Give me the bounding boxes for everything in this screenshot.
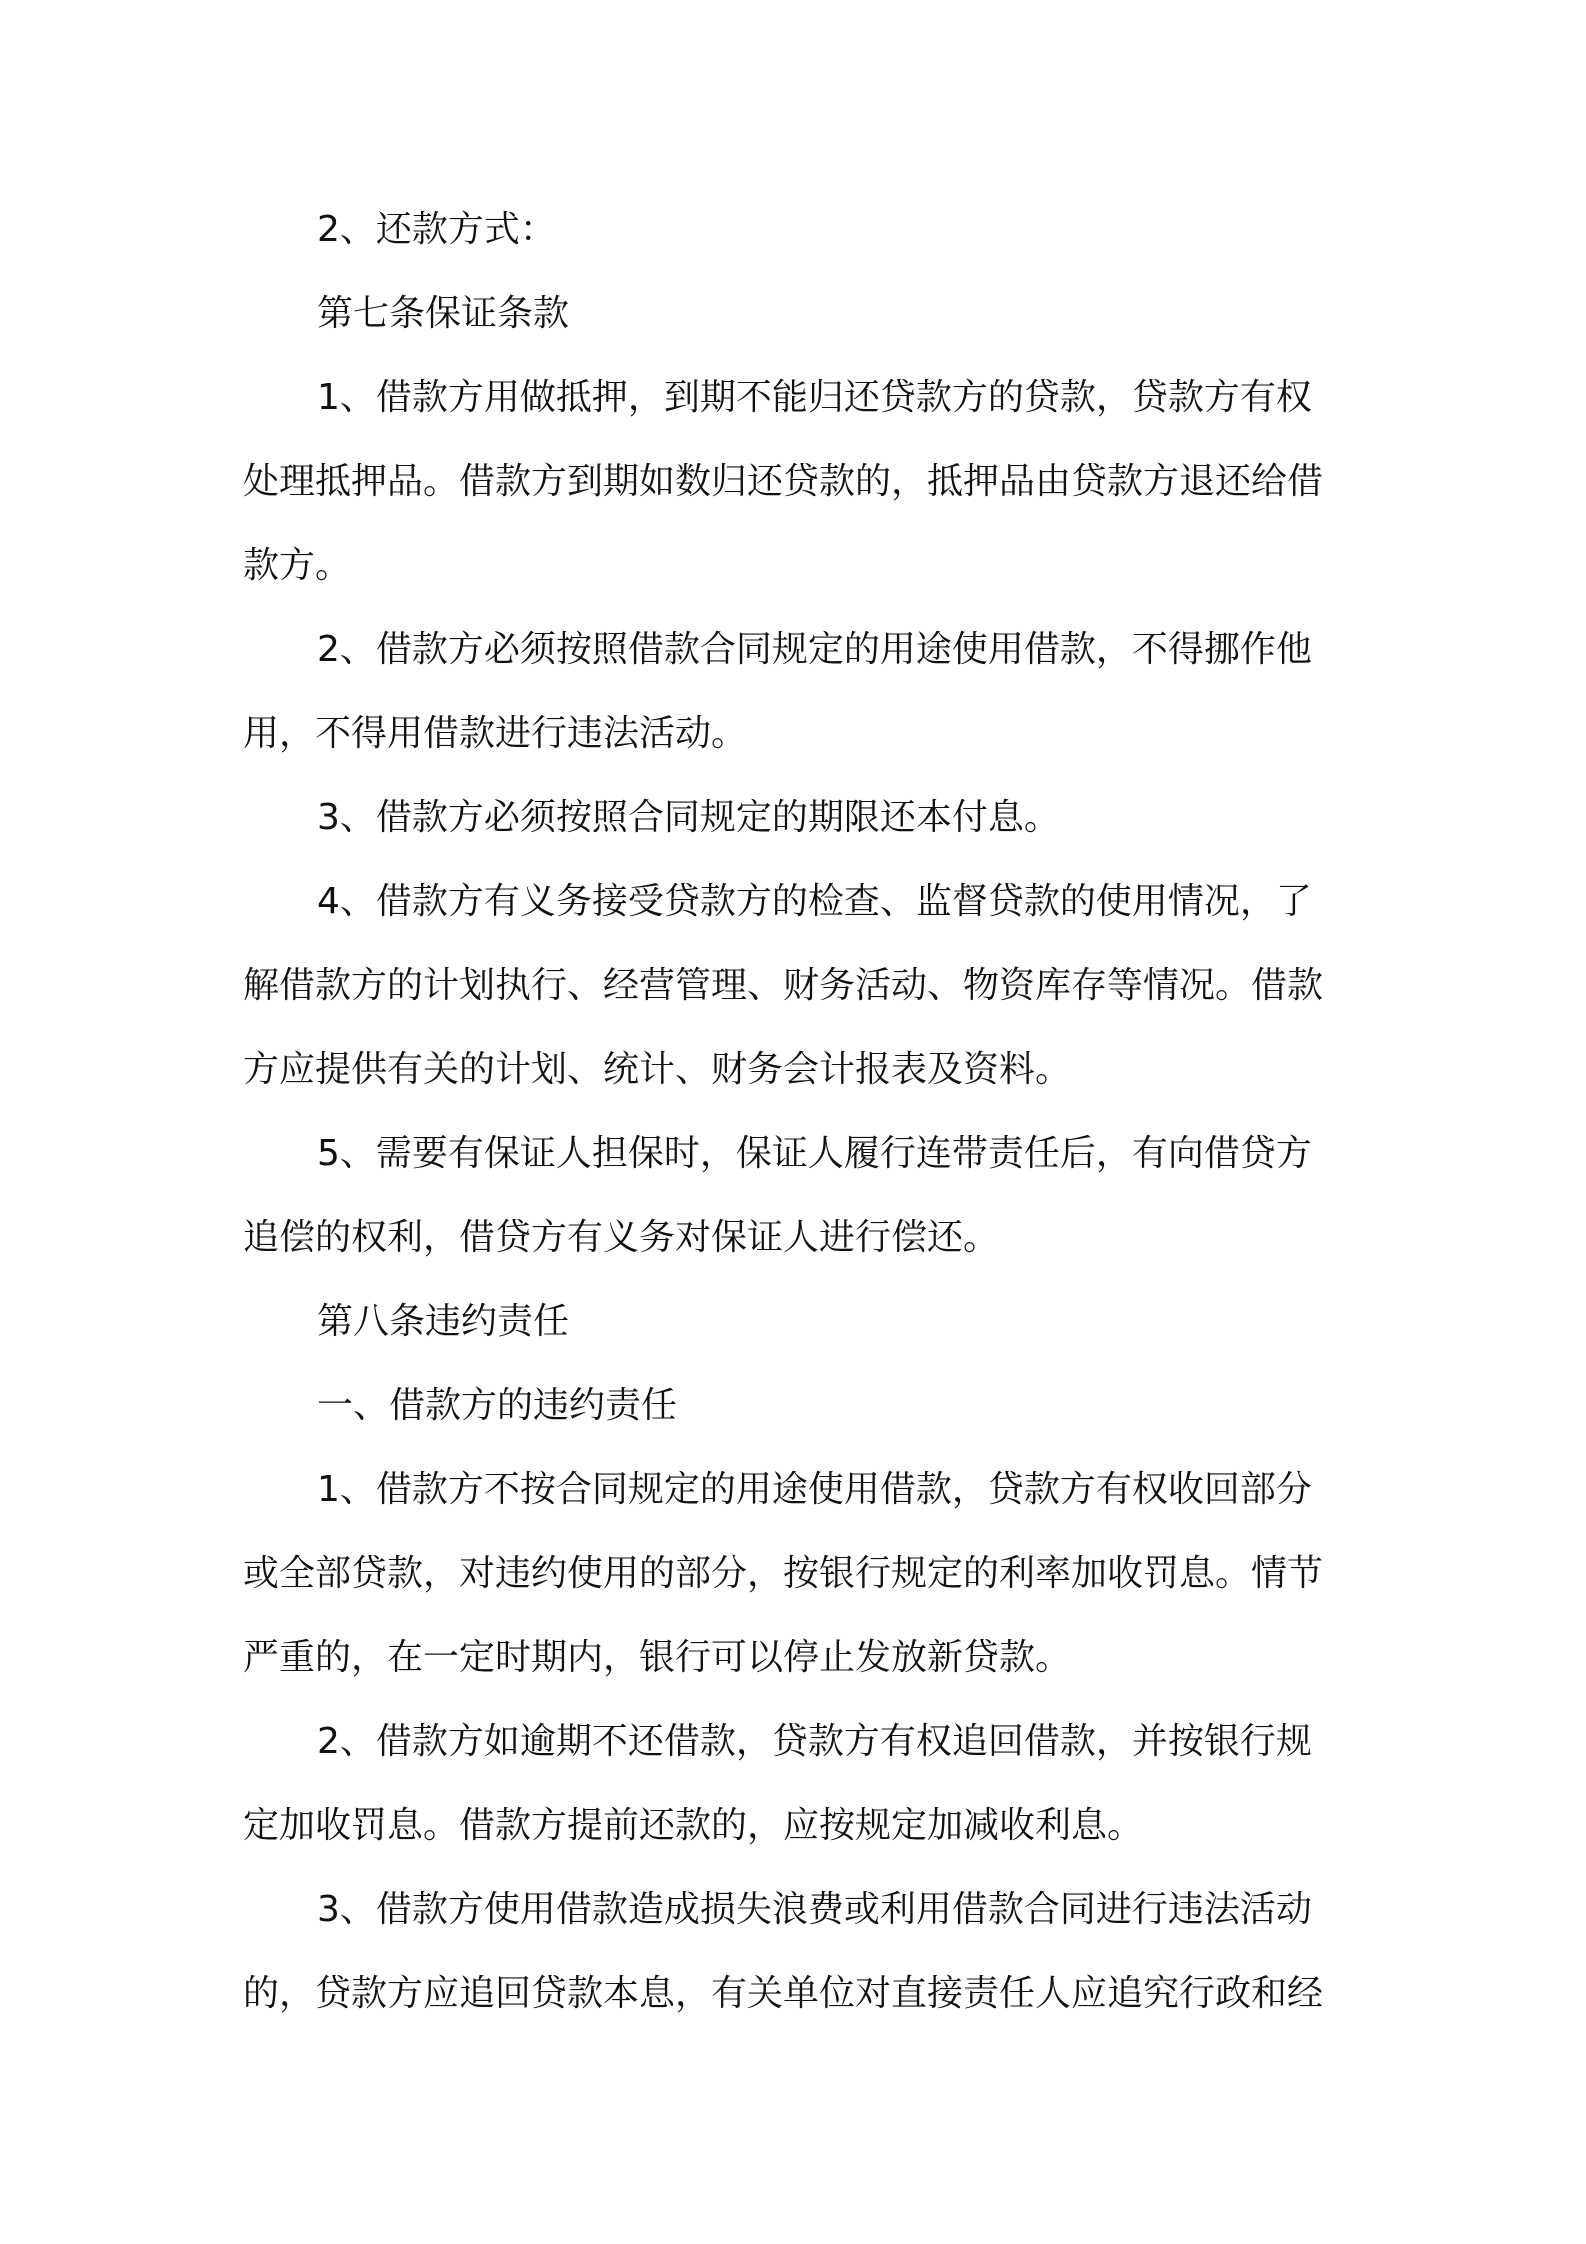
paragraph-line: 处理抵押品。借款方到期如数归还贷款的，抵押品由贷款方退还给借 — [243, 461, 1324, 502]
paragraph-line: 1、借款方用做抵押，到期不能归还贷款方的贷款，贷款方有权 — [317, 377, 1312, 418]
paragraph-line: 方应提供有关的计划、统计、财务会计报表及资料。 — [243, 1049, 1072, 1090]
paragraph-line: 解借款方的计划执行、经营管理、财务活动、物资库存等情况。借款 — [243, 965, 1324, 1006]
paragraph-line: 2、借款方必须按照借款合同规定的用途使用借款，不得挪作他 — [317, 629, 1312, 670]
paragraph-line: 的，贷款方应追回贷款本息，有关单位对直接责任人应追究行政和经 — [243, 1973, 1324, 2014]
article-7-heading: 第七条保证条款 — [317, 293, 570, 334]
paragraph-line: 3、借款方使用借款造成损失浪费或利用借款合同进行违法活动 — [317, 1889, 1312, 1930]
paragraph-line: 严重的，在一定时期内，银行可以停止发放新贷款。 — [243, 1637, 1072, 1678]
article-8-heading: 第八条违约责任 — [317, 1301, 570, 1342]
repayment-method-line: 2、还款方式： — [317, 209, 556, 250]
paragraph-line: 1、借款方不按合同规定的用途使用借款，贷款方有权收回部分 — [317, 1469, 1312, 1510]
paragraph-line: 用，不得用借款进行违法活动。 — [243, 713, 748, 754]
paragraph-line: 或全部贷款，对违约使用的部分，按银行规定的利率加收罚息。情节 — [243, 1553, 1324, 1594]
paragraph-line: 2、借款方如逾期不还借款，贷款方有权追回借款，并按银行规 — [317, 1721, 1312, 1762]
paragraph-line: 3、借款方必须按照合同规定的期限还本付息。 — [317, 797, 1060, 838]
section-heading: 一、借款方的违约责任 — [317, 1385, 678, 1426]
paragraph-line: 4、借款方有义务接受贷款方的检查、监督贷款的使用情况，了 — [317, 881, 1312, 922]
paragraph-line: 追偿的权利，借贷方有义务对保证人进行偿还。 — [243, 1217, 1000, 1258]
paragraph-line: 定加收罚息。借款方提前还款的，应按规定加减收利息。 — [243, 1805, 1144, 1846]
paragraph-line: 5、需要有保证人担保时，保证人履行连带责任后，有向借贷方 — [317, 1133, 1312, 1174]
paragraph-line: 款方。 — [243, 545, 352, 586]
